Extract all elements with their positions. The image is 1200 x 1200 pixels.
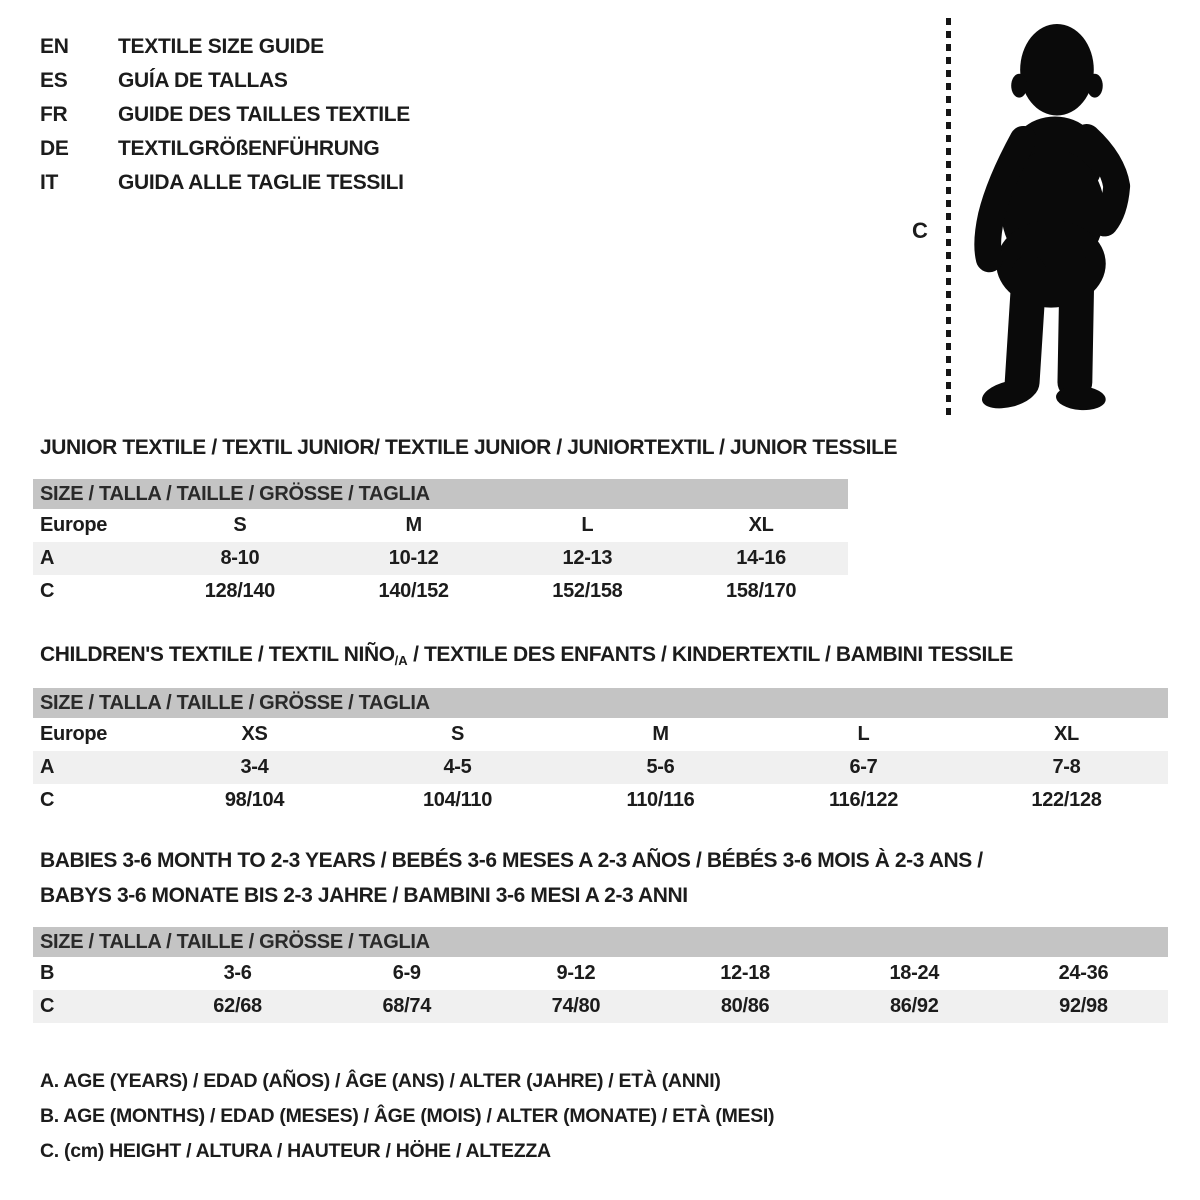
table-cell: 12-13 (562, 547, 613, 569)
section-title-segment: BABYS 3-6 MONATE BIS 2-3 JAHRE / BAMBINI 3-6 MESI A 2-3 ANNI (40, 884, 688, 907)
table-cell: 98/104 (224, 789, 285, 811)
language-code: FR (40, 103, 68, 126)
section-children (33, 637, 1168, 817)
section-junior (33, 430, 1168, 608)
language-title-list (40, 30, 410, 200)
guide-title: GUÍA DE TALLAS (118, 69, 288, 92)
table-cell: 116/122 (828, 789, 899, 811)
language-row (40, 30, 410, 64)
row-label: C (40, 789, 55, 811)
table-cell: XL (1054, 723, 1079, 745)
row-label: C (40, 580, 55, 602)
language-row (40, 166, 410, 200)
table-header-bar: SIZE / TALLA / TAILLE / GRÖSSE / TAGLIA (33, 927, 1168, 957)
language-row (40, 64, 410, 98)
language-row (40, 98, 410, 132)
table-header-bar: SIZE / TALLA / TAILLE / GRÖSSE / TAGLIA (33, 479, 848, 509)
table-cell: 4-5 (443, 756, 472, 778)
table-cell: 86/92 (889, 995, 939, 1017)
table-cell: 3-4 (240, 756, 269, 778)
guide-title: GUIDA ALLE TAGLIE TESSILI (118, 171, 404, 194)
language-code: ES (40, 69, 68, 92)
row-label: B (40, 962, 55, 984)
table-cell: 92/98 (1059, 995, 1108, 1017)
table-row (33, 575, 848, 608)
row-label: C (40, 995, 55, 1017)
toddler-silhouette-icon (965, 22, 1140, 420)
row-label: Europe (40, 723, 108, 745)
table-cell: 24-36 (1058, 962, 1109, 984)
table-cell: 5-6 (646, 756, 675, 778)
table-cell: 128/140 (204, 580, 275, 602)
babies-size-table (33, 927, 1168, 1023)
height-measure-dashed-line (946, 18, 951, 420)
junior-size-table (33, 479, 848, 608)
section-babies (33, 843, 1168, 1023)
table-cell: L (581, 514, 594, 536)
row-label: A (40, 756, 55, 778)
guide-title: GUIDE DES TAILLES TEXTILE (118, 103, 410, 126)
language-code: IT (40, 171, 59, 194)
table-cell: S (450, 723, 465, 745)
row-label: Europe (40, 514, 108, 536)
table-cell: 110/116 (626, 789, 695, 811)
table-cell: 9-12 (556, 962, 596, 984)
table-cell: 14-16 (736, 547, 786, 569)
table-cell: 74/80 (551, 995, 601, 1017)
table-cell: M (405, 514, 422, 536)
table-cell: 62/68 (213, 995, 262, 1017)
table-cell: 140/152 (378, 580, 449, 602)
section-title-segment: / TEXTILE DES ENFANTS / KINDERTEXTIL / BAMBINI TESSILE (407, 643, 1014, 666)
table-cell: M (652, 723, 669, 745)
section-title-segment: JUNIOR TEXTILE / TEXTIL JUNIOR/ TEXTILE JUNIOR / JUNIORTEXTIL / JUNIOR TESSILE (40, 436, 898, 459)
table-cell: 80/86 (720, 995, 770, 1017)
section-title-segment: /A (394, 653, 408, 668)
table-cell: 122/128 (1031, 789, 1102, 811)
table-cell: 7-8 (1052, 756, 1081, 778)
table-row (33, 509, 848, 542)
table-cell: L (857, 723, 870, 745)
table-cell: 8-10 (220, 547, 260, 569)
height-measure-label: C (912, 218, 928, 243)
table-cell: 18-24 (889, 962, 940, 984)
table-cell: 6-7 (849, 756, 878, 778)
section-title (33, 843, 1168, 878)
language-row (40, 132, 410, 166)
section-title (33, 430, 1168, 465)
table-cell: S (233, 514, 247, 536)
table-cell: XL (748, 514, 774, 536)
guide-title: TEXTILE SIZE GUIDE (118, 35, 324, 58)
guide-title: TEXTILGRÖßENFÜHRUNG (118, 137, 380, 160)
table-cell: 158/170 (726, 580, 797, 602)
table-row (33, 718, 1168, 751)
section-title-segment: BABIES 3-6 MONTH TO 2-3 YEARS / BEBÉS 3-6 MESES A 2-3 AÑOS / BÉBÉS 3-6 MOIS À 2-3 ANS / (40, 849, 983, 872)
section-title-segment: CHILDREN'S TEXTILE / TEXTIL NIÑO (40, 643, 395, 666)
table-row (33, 542, 848, 575)
language-code: EN (40, 35, 69, 58)
section-title (33, 637, 1168, 674)
table-cell: 104/110 (422, 789, 493, 811)
table-cell: 152/158 (552, 580, 623, 602)
legend-line: A. AGE (YEARS) / EDAD (AÑOS) / ÂGE (ANS) / ALTER (JAHRE) / ETÀ (ANNI) (40, 1070, 721, 1092)
table-cell: 10-12 (388, 547, 439, 569)
row-label: A (40, 547, 55, 569)
children-size-table (33, 688, 1168, 817)
table-row (33, 957, 1168, 990)
table-header-bar: SIZE / TALLA / TAILLE / GRÖSSE / TAGLIA (33, 688, 1168, 718)
table-row (33, 784, 1168, 817)
table-row (33, 990, 1168, 1023)
table-row (33, 751, 1168, 784)
table-cell: 3-6 (223, 962, 252, 984)
section-title (33, 878, 1168, 913)
legend-line: C. (cm) HEIGHT / ALTURA / HAUTEUR / HÖHE / ALTEZZA (40, 1140, 551, 1162)
table-cell: XS (241, 723, 268, 745)
language-code: DE (40, 137, 69, 160)
table-cell: 12-18 (720, 962, 770, 984)
legend-line: B. AGE (MONTHS) / EDAD (MESES) / ÂGE (MOIS) / ALTER (MONATE) / ETÀ (MESI) (40, 1105, 775, 1127)
legend (40, 1064, 774, 1169)
table-cell: 6-9 (392, 962, 421, 984)
table-cell: 68/74 (382, 995, 432, 1017)
